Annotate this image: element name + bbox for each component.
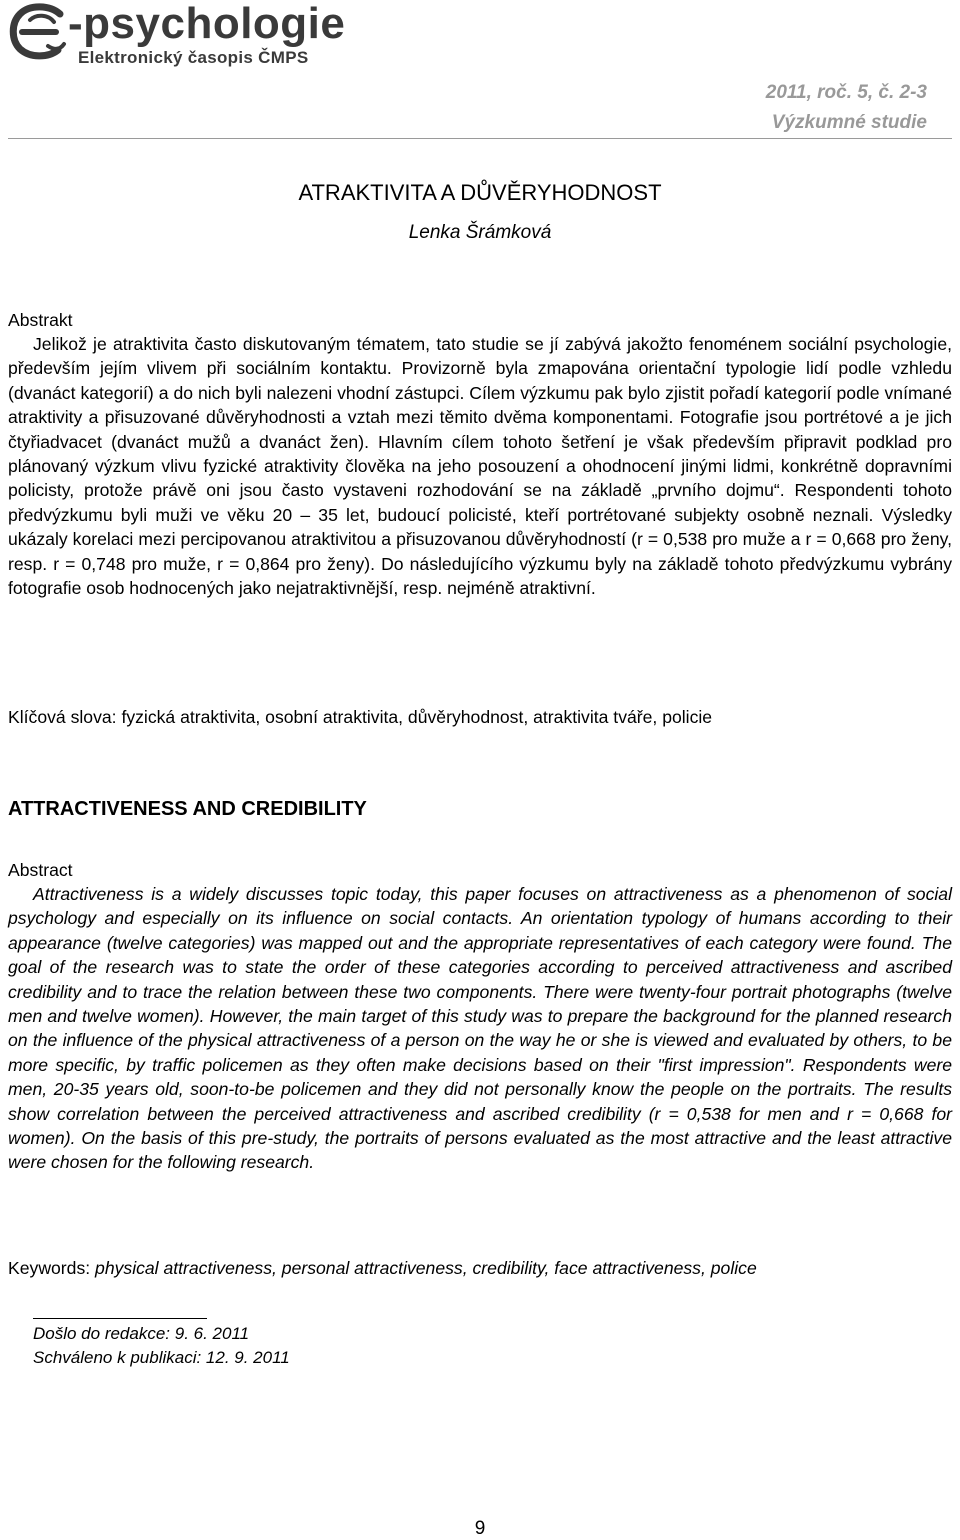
publication-dates [33, 1322, 290, 1370]
keywords-label-czech: Klíčová slova: [8, 707, 117, 727]
accepted-date: Schváleno k publikaci: 12. 9. 2011 [33, 1348, 290, 1367]
keywords-label-english: Keywords: [8, 1258, 91, 1278]
journal-logo [8, 0, 368, 78]
e-logo-icon [8, 2, 68, 62]
section-name: Výzkumné studie [771, 112, 927, 133]
footnote-divider [33, 1318, 207, 1319]
received-date: Došlo do redakce: 9. 6. 2011 [33, 1324, 250, 1343]
keywords-values-english: physical attractiveness, personal attractiveness, credibility, face attractiveness, police [95, 1258, 757, 1278]
keywords-czech [8, 705, 952, 729]
abstract-heading-english: Abstract [8, 860, 73, 880]
article-author: Lenka Šrámková [408, 222, 552, 243]
keywords-values-czech: fyzická atraktivita, osobní atraktivita, důvěryhodnost, atraktivita tváře, policie [121, 707, 713, 727]
article-title-english: ATTRACTIVENESS AND CREDIBILITY [8, 798, 367, 820]
abstract-heading-czech: Abstrakt [8, 310, 73, 330]
issue-number: 2011, roč. 5, č. 2-3 [765, 82, 927, 103]
page-number: 9 [474, 1518, 486, 1539]
header-divider [8, 138, 952, 139]
abstract-text-english: Attractiveness is a widely discusses topic today, this paper focuses on attractiveness as a phenomenon of social psychology and especially on its influence on social contacts. An orientation typology of humans according to their appearance (twelve categories) was mapped out and the appropriate representatives of each category were found. The goal of the research was to state the order of these categories according to perceived attractiveness and ascribed credibility and to trace the relation between these two components. There were twenty-four portrait photographs (twelve men and twelve women). However, the main target of this study was to prepare the background for the planned research on the influence of the physical attractiveness of a person on the way he or she is viewed and evaluated by others, to be more specific, by traffic policemen as they often make decisions based on their "first impression". Respondents were men, 20-35 years old, soon-to-be policemen and they did not personally know the people on the portraits. The results show correlation between the perceived attractiveness and ascribed credibility (r = 0,538 for men and r = 0,668 for women). On the basis of this pre-study, the portraits of persons evaluated as the most attractive and the least attractive were chosen for the following research. [8, 884, 952, 1173]
journal-subtitle: Elektronický časopis ČMPS [78, 48, 309, 67]
issue-info [766, 78, 927, 138]
article-title-czech: ATRAKTIVITA A DŮVĚRYHODNOST [298, 180, 662, 205]
keywords-english [8, 1256, 952, 1280]
abstract-text-czech: Jelikož je atraktivita často diskutovaným tématem, tato studie se jí zabývá jakožto fenoménem sociální psychologie, především jejím vlivem při sociálním kontaktu. Provizorně byla zmapována orientační typologie lidí podle vzhledu (dvanáct kategorií) a do nich byli nalezeni vhodní zástupci. Cílem výzkumu pak bylo zjistit pořadí kategorií podle vnímané atraktivity a přisuzované důvěryhodnosti a vztah mezi těmito dvěma komponentami. Fotografie jsou portrétové a je jich čtyřiadvacet (dvanáct mužů a dvanáct žen). Hlavním cílem tohoto šetření je však především připravit podklad pro plánovaný výzkum vlivu fyzické atraktivity člověka na jeho posouzení a ohodnocení jinými lidmi, konkrétně dopravními policisty, protože právě oni jsou často vystaveni rozhodování se na základě „prvního dojmu“. Respondenti tohoto předvýzkumu byli muži ve věku 20 – 35 let, budoucí policisté, kteří portrétované subjekty osobně neznali. Výsledky ukázaly korelaci mezi percipovanou atraktivitou a přisuzovanou důvěryhodností (r = 0,538 pro muže a r = 0,668 pro ženy, resp. r = 0,748 pro muže, r = 0,864 pro ženy). Do následujícího výzkumu byly na základě tohoto předvýzkumu vybrány fotografie osob hodnocených jako nejatraktivnější, resp. nejméně atraktivní. [8, 334, 952, 599]
logo-wordmark: -psychologie [68, 0, 346, 48]
